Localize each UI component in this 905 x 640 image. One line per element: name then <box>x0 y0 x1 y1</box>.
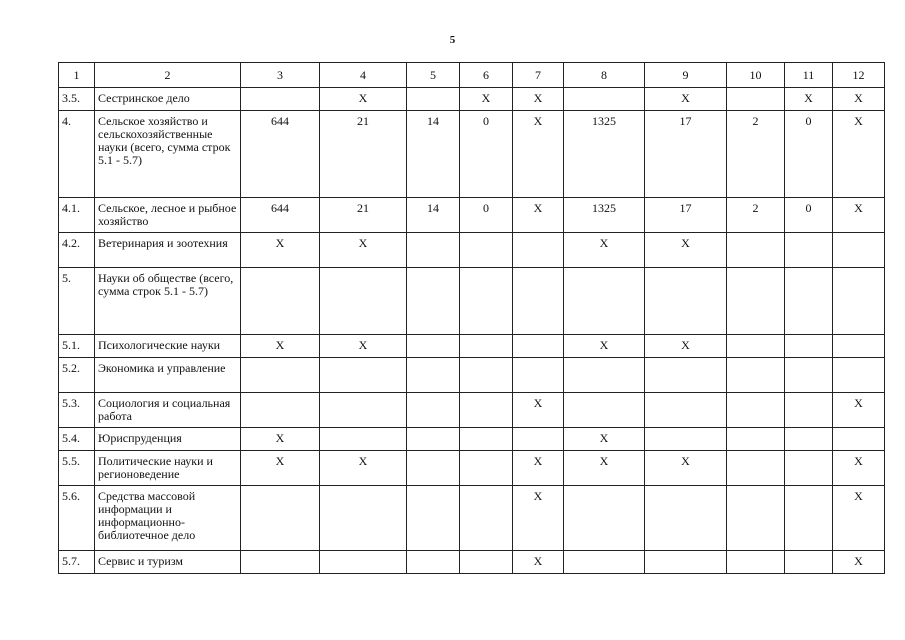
table-cell: X <box>785 88 833 111</box>
table-cell <box>407 393 460 428</box>
table-cell <box>407 486 460 551</box>
column-header: 6 <box>460 63 513 88</box>
table-cell <box>564 486 645 551</box>
table-cell <box>645 358 727 393</box>
row-code: 4. <box>59 111 95 198</box>
table-cell <box>460 268 513 335</box>
table-cell <box>564 88 645 111</box>
table-cell: X <box>833 198 885 233</box>
table-cell: 1325 <box>564 111 645 198</box>
table-cell: 0 <box>785 111 833 198</box>
table-cell <box>564 358 645 393</box>
table-cell: X <box>513 393 564 428</box>
row-name: Психологические науки <box>95 335 241 358</box>
table-cell <box>833 233 885 268</box>
table-cell <box>785 393 833 428</box>
table-cell <box>833 335 885 358</box>
table-cell: X <box>320 451 407 486</box>
table-cell <box>460 451 513 486</box>
column-header: 9 <box>645 63 727 88</box>
table-row <box>59 358 885 393</box>
table-cell <box>727 335 785 358</box>
table-cell <box>645 268 727 335</box>
row-code: 4.2. <box>59 233 95 268</box>
table-cell <box>513 335 564 358</box>
table-cell <box>241 268 320 335</box>
table-cell <box>564 393 645 428</box>
table-cell: X <box>645 451 727 486</box>
table-cell: 17 <box>645 111 727 198</box>
table-cell: X <box>833 393 885 428</box>
table-cell: 21 <box>320 198 407 233</box>
table-cell <box>727 268 785 335</box>
table-cell <box>460 551 513 574</box>
table-cell <box>320 358 407 393</box>
table-cell: X <box>833 486 885 551</box>
row-name: Сестринское дело <box>95 88 241 111</box>
table-cell: X <box>320 233 407 268</box>
table-cell: 2 <box>727 111 785 198</box>
table-cell <box>727 486 785 551</box>
table-cell <box>727 551 785 574</box>
table-cell <box>407 358 460 393</box>
table-cell: 0 <box>460 198 513 233</box>
table-cell <box>564 551 645 574</box>
page-number: 5 <box>449 34 456 46</box>
row-name: Политические науки и регионоведение <box>95 451 241 486</box>
table-cell: 21 <box>320 111 407 198</box>
table-cell <box>460 335 513 358</box>
column-header: 11 <box>785 63 833 88</box>
table-cell <box>407 335 460 358</box>
table-cell <box>320 268 407 335</box>
table-cell: X <box>241 451 320 486</box>
table-cell: 0 <box>785 198 833 233</box>
row-code: 5. <box>59 268 95 335</box>
table-cell <box>320 551 407 574</box>
row-code: 4.1. <box>59 198 95 233</box>
table-cell: X <box>460 88 513 111</box>
table-cell: X <box>564 451 645 486</box>
table-cell <box>833 428 885 451</box>
table-cell <box>785 551 833 574</box>
table-cell: X <box>241 428 320 451</box>
row-code: 5.7. <box>59 551 95 574</box>
table-cell <box>460 428 513 451</box>
table-cell: 644 <box>241 111 320 198</box>
table-cell <box>785 335 833 358</box>
table-row <box>59 233 885 268</box>
column-header: 3 <box>241 63 320 88</box>
table-cell <box>407 428 460 451</box>
table-cell <box>513 233 564 268</box>
table-row <box>59 268 885 335</box>
table-cell <box>407 268 460 335</box>
table-cell <box>320 393 407 428</box>
row-name: Сельское, лесное и рыбное хозяйство <box>95 198 241 233</box>
table-cell <box>241 88 320 111</box>
table-cell <box>727 393 785 428</box>
table-cell: X <box>564 428 645 451</box>
table-cell <box>241 393 320 428</box>
table-row <box>59 111 885 198</box>
table-cell <box>460 358 513 393</box>
table-cell <box>513 428 564 451</box>
table-cell <box>564 268 645 335</box>
table-cell <box>833 358 885 393</box>
table-cell <box>785 358 833 393</box>
table-row <box>59 551 885 574</box>
table-cell: X <box>513 451 564 486</box>
table-cell: X <box>645 335 727 358</box>
table-cell <box>785 268 833 335</box>
row-name: Социология и социальная работа <box>95 393 241 428</box>
row-name: Юриспруденция <box>95 428 241 451</box>
table-cell: X <box>645 88 727 111</box>
row-name: Науки об обществе (всего, сумма строк 5.1 - 5.7) <box>95 268 241 335</box>
table-cell <box>785 486 833 551</box>
table-row <box>59 393 885 428</box>
table-cell: 1325 <box>564 198 645 233</box>
table-cell <box>241 486 320 551</box>
table-cell <box>407 88 460 111</box>
table-cell: X <box>320 335 407 358</box>
table-cell <box>407 451 460 486</box>
column-header: 5 <box>407 63 460 88</box>
table-cell <box>645 486 727 551</box>
table-cell <box>785 428 833 451</box>
table-cell <box>645 393 727 428</box>
table-row <box>59 88 885 111</box>
header-row <box>59 63 885 88</box>
table-cell: X <box>833 451 885 486</box>
column-header: 2 <box>95 63 241 88</box>
table-cell <box>727 233 785 268</box>
table-cell <box>785 451 833 486</box>
table-cell <box>320 428 407 451</box>
row-code: 3.5. <box>59 88 95 111</box>
table-cell: X <box>241 233 320 268</box>
table-cell: 17 <box>645 198 727 233</box>
table-cell: X <box>564 233 645 268</box>
table-cell <box>785 233 833 268</box>
row-code: 5.5. <box>59 451 95 486</box>
table-cell: 0 <box>460 111 513 198</box>
row-code: 5.3. <box>59 393 95 428</box>
table-cell: X <box>513 486 564 551</box>
table-cell <box>407 551 460 574</box>
row-code: 5.6. <box>59 486 95 551</box>
row-name: Экономика и управление <box>95 358 241 393</box>
table-row <box>59 451 885 486</box>
table-cell: X <box>513 551 564 574</box>
table-cell: X <box>513 198 564 233</box>
table-cell: 2 <box>727 198 785 233</box>
column-header: 8 <box>564 63 645 88</box>
table-cell <box>727 428 785 451</box>
table-cell <box>727 358 785 393</box>
row-name: Сельское хозяйство и сельскохозяйственные науки (всего, сумма строк 5.1 - 5.7) <box>95 111 241 198</box>
table-cell: X <box>564 335 645 358</box>
row-name: Сервис и туризм <box>95 551 241 574</box>
table-cell <box>460 233 513 268</box>
table-cell: X <box>833 88 885 111</box>
column-header: 1 <box>59 63 95 88</box>
table-cell: X <box>513 111 564 198</box>
table-cell <box>513 358 564 393</box>
table-cell <box>407 233 460 268</box>
table-cell <box>727 88 785 111</box>
table-cell <box>241 551 320 574</box>
row-code: 5.4. <box>59 428 95 451</box>
column-header: 7 <box>513 63 564 88</box>
table-row <box>59 198 885 233</box>
column-header: 12 <box>833 63 885 88</box>
row-code: 5.2. <box>59 358 95 393</box>
table-cell <box>645 428 727 451</box>
table-cell: X <box>320 88 407 111</box>
table-cell: X <box>645 233 727 268</box>
table-cell <box>460 486 513 551</box>
table-cell <box>241 358 320 393</box>
table-row <box>59 335 885 358</box>
table-cell <box>513 268 564 335</box>
table-row <box>59 486 885 551</box>
table-cell: 14 <box>407 198 460 233</box>
column-header: 4 <box>320 63 407 88</box>
table-cell <box>645 551 727 574</box>
table-cell <box>460 393 513 428</box>
table-cell <box>833 268 885 335</box>
table-cell: 14 <box>407 111 460 198</box>
table-cell: X <box>241 335 320 358</box>
table-cell <box>727 451 785 486</box>
table-cell: X <box>833 111 885 198</box>
table-cell: 644 <box>241 198 320 233</box>
table-row <box>59 428 885 451</box>
column-header: 10 <box>727 63 785 88</box>
table-cell: X <box>513 88 564 111</box>
row-name: Средства массовой информации и информационно-библиотечное дело <box>95 486 241 551</box>
data-table <box>58 62 885 574</box>
row-name: Ветеринария и зоотехния <box>95 233 241 268</box>
table-cell: X <box>833 551 885 574</box>
table-cell <box>320 486 407 551</box>
row-code: 5.1. <box>59 335 95 358</box>
